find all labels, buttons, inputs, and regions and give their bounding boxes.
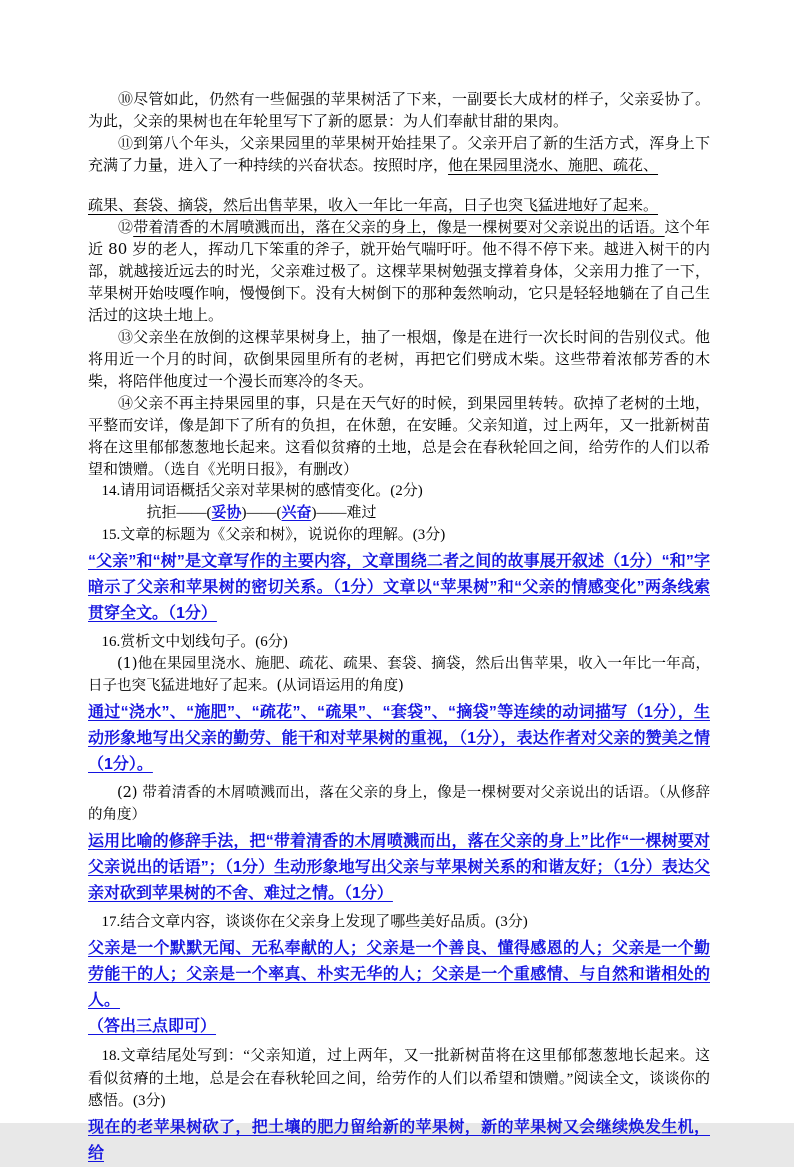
- text-segment: 他在果园里浇水、施肥、疏花、: [448, 156, 659, 174]
- text-segment: ⑭父亲不再主持果园里的事，只是在天气好的时候，到果园里转转。砍掉了老树的土地，平整而安详，像是卸下了所有的负担，在休憩，在安睡。父亲知道，过上两年，又一批新树苗将在这里郁郁葱葱地长起来。这看似贫瘠的土地，总是会在春秋轮回之间，给劳作的人们以希望和馈赠。（选自《光明日报》，有删改）: [88, 394, 710, 478]
- text-segment: 18.文章结尾处写到：“: [101, 1048, 250, 1064]
- text-segment: （答出三点即可）: [88, 1018, 217, 1035]
- text-segment: 14.请用词语概括父亲对苹果树的感情变化。(2分): [101, 483, 423, 499]
- text-segment: 运用比喻的修辞手法，把“带着清香的木屑喷溅而出，落在父亲的身上”比作“一棵树要对父亲说出的话语”；（1分）生动形象地写出父亲与苹果树关系的和谐友好；（1分）表达父亲对砍到苹果树的不舍、难过之情。（1分）: [88, 833, 710, 902]
- article-paragraph: [88, 194, 710, 216]
- text-segment: 抗拒——(: [146, 505, 212, 521]
- text-segment: 疏果、套袋、摘袋，然后出售苹果，收入一年比一年高，日子也突飞猛进地好了起来。: [88, 196, 659, 214]
- text-segment: )——难过: [311, 505, 377, 521]
- answer-text: [88, 549, 710, 627]
- text-segment: (1)他在果园里浇水、施肥、疏花、疏果、套袋、摘袋，然后出售苹果，收入一年比一年高，日子也突飞猛进地好了起来。(从词语运用的角度): [88, 656, 710, 694]
- text-segment: 父亲知道，过上两年，又一批新树苗将在这里郁郁葱葱地长起来。这看似贫瘠的土地，总是会在春秋轮回之间，给劳作的人们以希望和馈赠。: [88, 1046, 710, 1087]
- text-segment: 16.赏析文中划线句子。(6分): [101, 634, 288, 650]
- article-paragraph: [88, 132, 710, 176]
- article-paragraph: [88, 88, 710, 132]
- text-segment: 通过“浇水”、“施肥”、“疏花”、“疏果”、“套袋”、“摘袋”等连续的动词描写（1分），生动形象地写出父亲的勤劳、能干和对苹果树的重视，（1分），表达作者对父亲的赞美之情（1分）。: [88, 704, 710, 773]
- article-paragraph: [88, 392, 710, 480]
- answer-text: [88, 936, 710, 1040]
- inline-answer: 兴奋: [281, 504, 312, 521]
- sub-question-text: [88, 653, 710, 697]
- text-segment: )——(: [241, 505, 282, 521]
- text-segment: 15.文章的标题为《父亲和树》，说说你的理解。(3分): [101, 527, 446, 543]
- text-segment: 这个年近 80 岁的老人，挥动几下笨重的斧子，就开始气喘吁吁。他不得不停下来。越进入树干的内部，就越接近远去的时光，父亲难过极了。这棵苹果树勉强支撑着身体，父亲用力推了一下，苹果树开始吱嘎作响，慢慢倒下。没有大树倒下的那种轰然响动，它只是轻轻地躺在了自己生活过的这块土地上。: [88, 218, 710, 324]
- question-text: [88, 480, 710, 502]
- article-paragraph: [88, 326, 710, 392]
- text-segment: ⑩尽管如此，仍然有一些倔强的苹果树活了下来，一副要长大成材的样子，父亲妥协了。为此，父亲的果树也在年轮里写下了新的愿景：为人们奉献甘甜的果肉。: [88, 90, 710, 130]
- question-text: [88, 524, 710, 546]
- text-segment: 17.结合文章内容，谈谈你在父亲身上发现了哪些美好品质。(3分): [101, 914, 528, 930]
- text-segment: 带着清香的木屑喷溅而出，落在父亲的身上，像是一棵树要对父亲说出的话语。: [133, 218, 665, 236]
- text-segment: (2) 带着清香的木屑喷溅而出，落在父亲的身上，像是一棵树要对父亲说出的话语。（从修辞的角度）: [88, 785, 710, 823]
- text-segment: ⑪到第八个年头，父亲果园里的苹果树开始挂果了。父亲开启了新的生活方式，浑身上下充满了力量，进入了一种持续的兴奋状态。按照时序，: [88, 134, 710, 174]
- question-text: [88, 631, 710, 653]
- answer-text: [88, 829, 710, 907]
- text-segment: ”阅读全文，谈谈你的感悟。(3分): [88, 1071, 710, 1109]
- question-text: [88, 1044, 710, 1112]
- text-segment: 现在的老苹果树砍了，把土壤的肥力留给新的苹果树，新的苹果树又会继续焕发生机，给: [88, 1119, 710, 1162]
- text-segment: 父亲是一个默默无闻、无私奉献的人；父亲是一个善良、懂得感恩的人；父亲是一个勤劳能干的人；父亲是一个率真、朴实无华的人；父亲是一个重感情、与自然和谐相处的人。: [88, 940, 710, 1009]
- sub-question-text: [88, 782, 710, 826]
- question-text: [88, 911, 710, 933]
- text-segment: ⑫: [118, 218, 134, 236]
- answer-text: [88, 700, 710, 778]
- article-paragraph: [88, 216, 710, 326]
- answer-text: [88, 1115, 710, 1167]
- text-segment: ⑬父亲坐在放倒的这棵苹果树身上，抽了一根烟，像是在进行一次长时间的告别仪式。他将用近一个月的时间，砍倒果园里所有的老树，再把它们劈成木柴。这些带着浓郁芳香的木柴，将陪伴他度过一个漫长而寒冷的冬天。: [88, 328, 710, 390]
- fill-in-answer-line: [88, 502, 710, 524]
- text-segment: “父亲”和“树”是文章写作的主要内容，文章围绕二者之间的故事展开叙述（1分）“和”字暗示了父亲和苹果树的密切关系。（1分）文章以“苹果树”和“父亲的情感变化”两条线索贯穿全文。（1分）: [88, 553, 710, 622]
- inline-answer: 妥协: [211, 504, 242, 521]
